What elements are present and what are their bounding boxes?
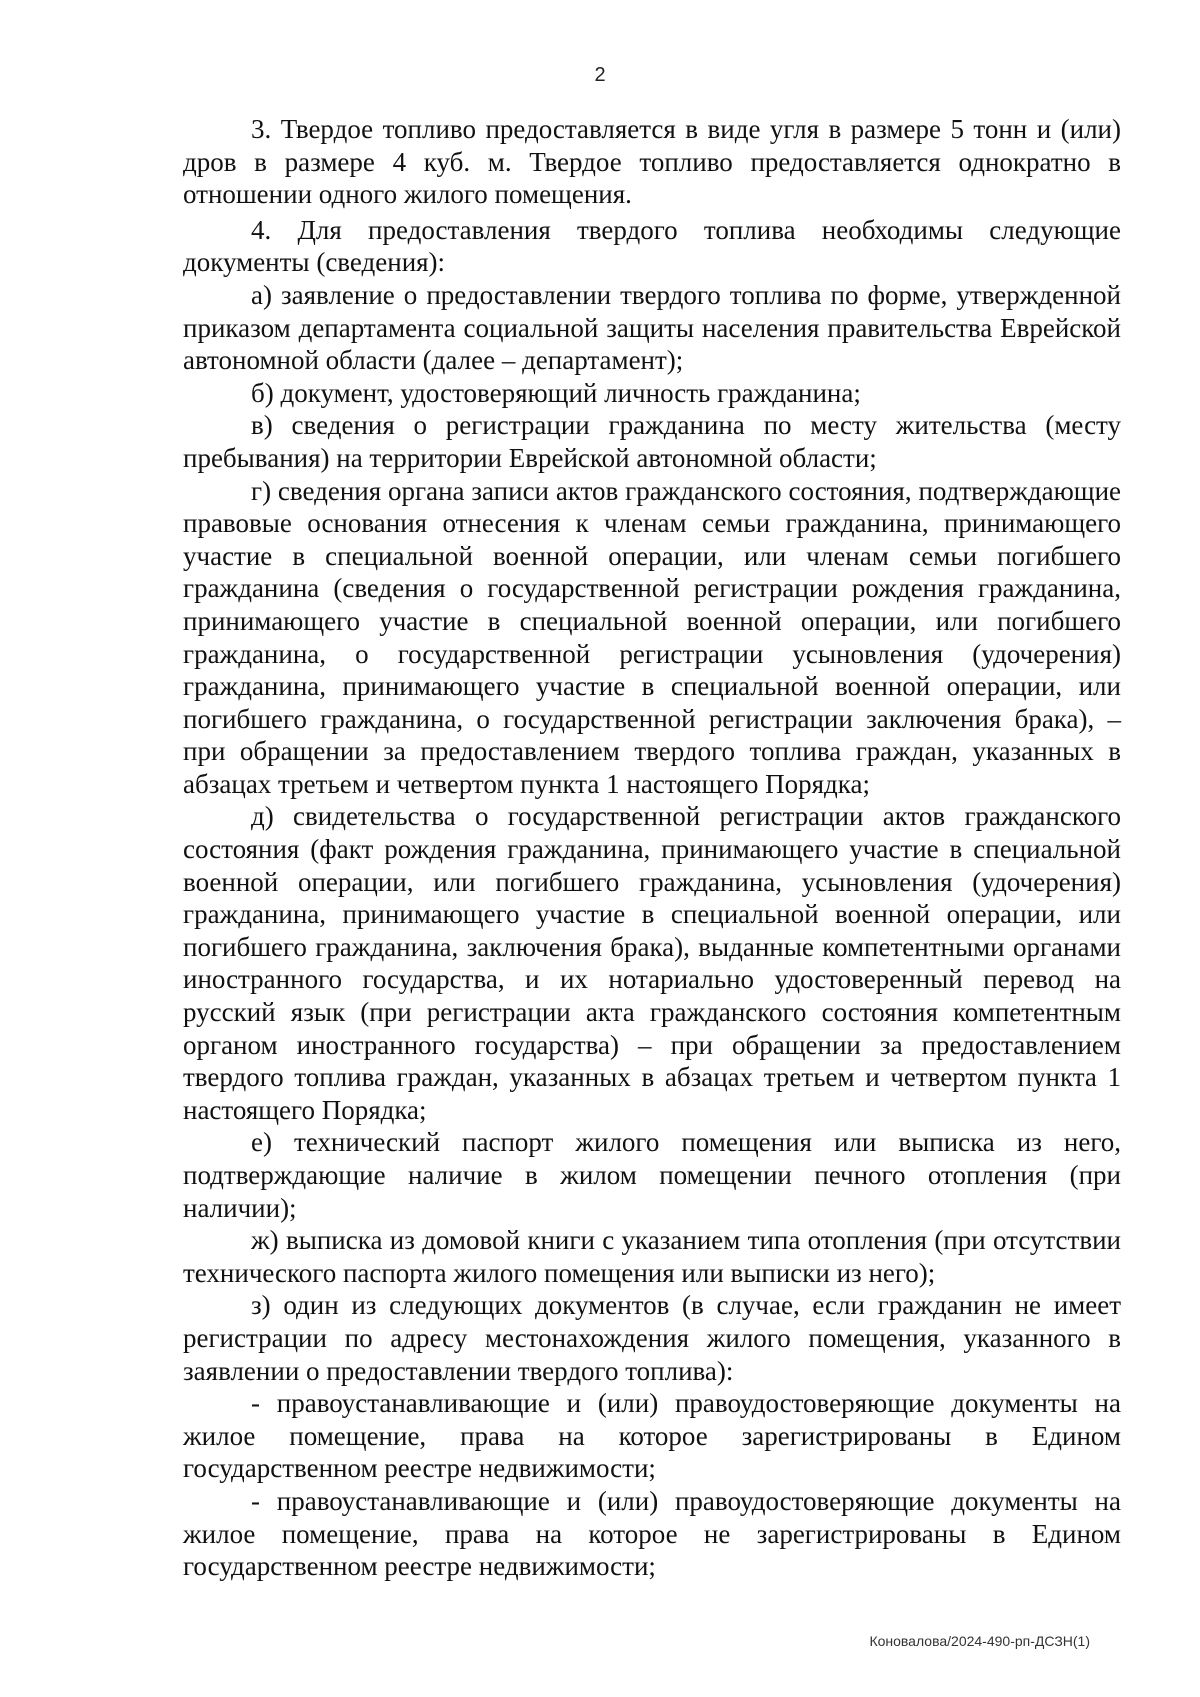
paragraph-4g: г) сведения органа записи актов гражданского состояния, подтверждающие правовые основания отнесения к членам семьи гражданина, принимающего участие в специальной военной операции, или членам семьи погибшего гражданина (сведения о государственной регистрации рождения гражданина, принимающего участие в специальной военной операции, или погибшего гражданина, о государственной регистрации усыновления (удочерения) гражданина, принимающего участие в специальной военной операции, или погибшего гражданина, о государственной регистрации заключения брака), – при обращении за предоставлением твердого топлива граждан, указанных в абзацах третьем и четвертом пункта 1 настоящего Порядка; [183,475,1121,799]
paragraph-4a: а) заявление о предоставлении твердого топлива по форме, утвержденной приказом департамента социальной защиты населения правительства Еврейской автономной области (далее – департамент); [183,279,1121,376]
paragraph-4v: в) сведения о регистрации гражданина по месту жительства (месту пребывания) на территории Еврейской автономной области; [183,410,1121,473]
paragraph-4zh: ж) выписка из домовой книги с указанием типа отопления (при отсутствии технического паспорта жилого помещения или выписки из него); [183,1225,1121,1288]
paragraph-4z-item-2: - правоустанавливающие и (или) правоудостоверяющие документы на жилое помещение, права на которое не зарегистрированы в Едином государственном реестре недвижимости; [183,1485,1121,1582]
paragraph-4: 4. Для предоставления твердого топлива необходимы следующие документы (сведения): [183,214,1121,278]
paragraph-4b: б) документ, удостоверяющий личность гражданина; [251,377,861,408]
paragraph-4d: д) свидетельства о государственной регистрации актов гражданского состояния (факт рождения гражданина, принимающего участие в специальной военной операции, или погибшего гражданина, усыновления (удочерения) гражданина, принимающего участие в специальной военной операции, или погибшего гражданина, заключения брака), выданные компетентными органами иностранного государства, и их нотариально удостоверенный перевод на русский язык (при регистрации акта гражданского состояния компетентным органом иностранного государства) – при обращении за предоставлением твердого топлива граждан, указанных в абзацах третьем и четвертом пункта 1 настоящего Порядка; [183,801,1121,1125]
document-reference-code: Коновалова/2024-490-рп-ДСЗН(1) [869,1633,1090,1649]
paragraph-3: 3. Твердое топливо предоставляется в виде угля в размере 5 тонн и (или) дров в размере 4 куб. м. Твердое топливо предоставляется однократно в отношении одного жилого помещения. [183,114,1121,210]
paragraph-4e: е) технический паспорт жилого помещения или выписка из него, подтверждающие наличие в жилом помещении печного отопления (при наличии); [183,1127,1121,1223]
page-number: 2 [594,64,606,86]
paragraph-4z: з) один из следующих документов (в случае, если гражданин не имеет регистрации по адресу местонахождения жилого помещения, указанного в заявлении о предоставлении твердого топлива): [183,1290,1121,1386]
document-body [183,113,1121,1583]
paragraph-4z-item-1: - правоустанавливающие и (или) правоудостоверяющие документы на жилое помещение, права на которое зарегистрированы в Едином государственном реестре недвижимости; [183,1388,1121,1484]
